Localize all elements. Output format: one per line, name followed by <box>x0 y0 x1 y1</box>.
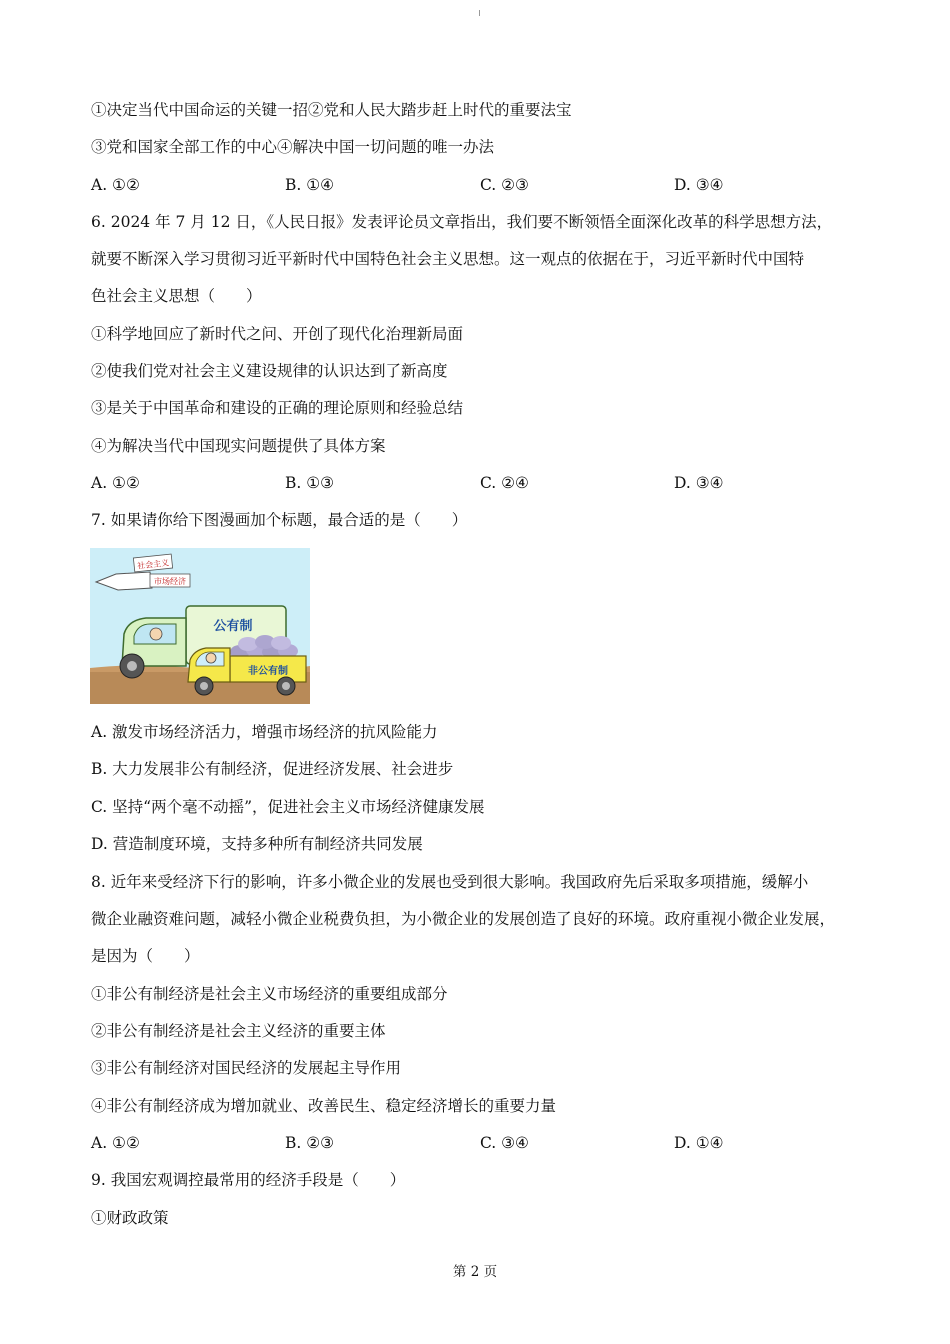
q8-option-a[interactable]: A. ①② <box>91 1134 140 1152</box>
q7-option-c[interactable]: C. 坚持“两个毫不动摇”，促进社会主义市场经济健康发展 <box>91 798 485 816</box>
sign-text-bottom: 市场经济 <box>154 577 186 586</box>
sign-text-top: 社会主义 <box>136 558 170 571</box>
q6-stem-line: 就要不断深入学习贯彻习近平新时代中国特色社会主义思想。这一观点的依据在于，习近平新时代中国特 <box>91 250 805 268</box>
big-truck-label: 公有制 <box>213 619 253 634</box>
q7-option-d[interactable]: D. 营造制度环境，支持多种所有制经济共同发展 <box>91 835 423 853</box>
q6-stem-line: 6. 2024 年 7 月 12 日，《人民日报》发表评论员文章指出，我们要不断领悟全面深化改革的科学思想方法， <box>91 213 833 231</box>
top-marker <box>479 10 480 16</box>
q5-option-b[interactable]: B. ①④ <box>285 176 335 194</box>
q6-statement: ①科学地回应了新时代之问、开创了现代化治理新局面 <box>91 325 464 343</box>
q8-stem-line: 8. 近年来受经济下行的影响，许多小微企业的发展也受到很大影响。我国政府先后采取多项措施，缓解小 <box>91 873 809 891</box>
small-truck-label: 非公有制 <box>248 666 288 677</box>
q6-option-a[interactable]: A. ①② <box>91 474 140 492</box>
q5-statement-line: ①决定当代中国命运的关键一招②党和人民大踏步赶上时代的重要法宝 <box>91 101 572 119</box>
q8-statement: ②非公有制经济是社会主义经济的重要主体 <box>91 1022 386 1040</box>
q5-option-a[interactable]: A. ①② <box>91 176 140 194</box>
q8-stem-line: 是因为（ ） <box>91 947 200 965</box>
economy-trucks-cartoon <box>90 548 310 704</box>
q6-option-d[interactable]: D. ③④ <box>674 474 724 492</box>
q8-statement: ④非公有制经济成为增加就业、改善民生、稳定经济增长的重要力量 <box>91 1097 557 1115</box>
q5-statement-line: ③党和国家全部工作的中心④解决中国一切问题的唯一办法 <box>91 138 495 156</box>
page-number: 第 2 页 <box>452 1264 498 1280</box>
q8-option-d[interactable]: D. ①④ <box>674 1134 724 1152</box>
q5-option-d[interactable]: D. ③④ <box>674 176 724 194</box>
q6-stem-line: 色社会主义思想（ ） <box>91 287 262 305</box>
q6-option-c[interactable]: C. ②④ <box>480 474 529 492</box>
q9-stem: 9. 我国宏观调控最常用的经济手段是（ ） <box>91 1171 406 1189</box>
q6-option-b[interactable]: B. ①③ <box>285 474 335 492</box>
q8-stem-line: 微企业融资难问题，减轻小微企业税费负担，为小微企业的发展创造了良好的环境。政府重视小微企业发展， <box>91 910 836 928</box>
q8-statement: ③非公有制经济对国民经济的发展起主导作用 <box>91 1059 402 1077</box>
q8-statement: ①非公有制经济是社会主义市场经济的重要组成部分 <box>91 985 448 1003</box>
q8-option-b[interactable]: B. ②③ <box>285 1134 335 1152</box>
q6-statement: ②使我们党对社会主义建设规律的认识达到了新高度 <box>91 362 448 380</box>
q9-statement: ①财政政策 <box>91 1209 169 1227</box>
q8-option-c[interactable]: C. ③④ <box>480 1134 529 1152</box>
q6-statement: ③是关于中国革命和建设的正确的理论原则和经验总结 <box>91 399 464 417</box>
q7-option-a[interactable]: A. 激发市场经济活力，增强市场经济的抗风险能力 <box>91 723 438 741</box>
q5-option-c[interactable]: C. ②③ <box>480 176 529 194</box>
q7-stem: 7. 如果请你给下图漫画加个标题，最合适的是（ ） <box>91 511 468 529</box>
q7-option-b[interactable]: B. 大力发展非公有制经济，促进经济发展、社会进步 <box>91 760 454 778</box>
q6-statement: ④为解决当代中国现实问题提供了具体方案 <box>91 437 386 455</box>
